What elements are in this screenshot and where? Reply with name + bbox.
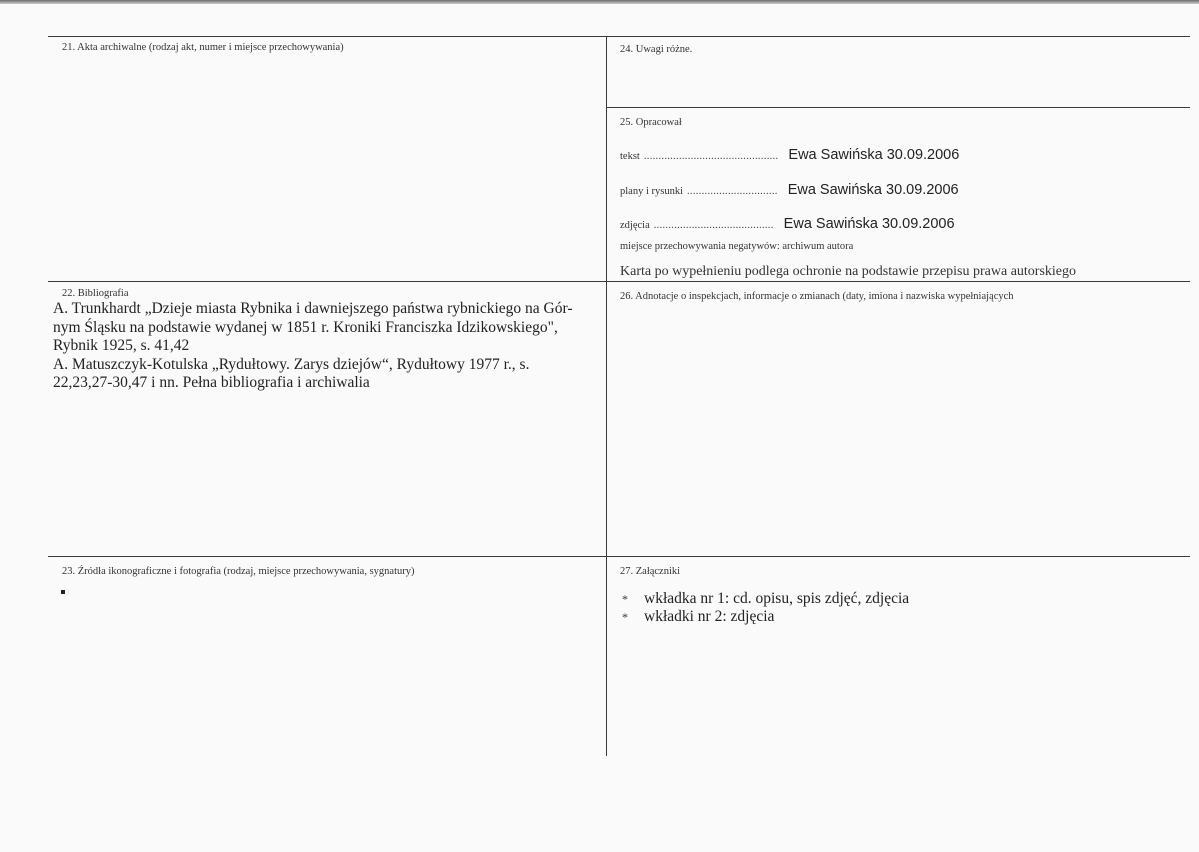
dotted-leader: .............................................. [643, 151, 779, 162]
bibliography-line: 22,23,27-30,47 i nn. Pełna bibliografia i archiwalia [53, 374, 370, 391]
author-signature: Ewa Sawińska 30.09.2006 [783, 216, 955, 232]
bibliography-line: A. Matuszczyk-Kotulska „Rydułtowy. Zarys dziejów“, Rydułtowy 1977 r., s. [53, 355, 530, 373]
copyright-notice: Karta po wypełnieniu podlega ochronie na podstawie przepisu prawa autorskiego [620, 264, 1077, 279]
top-border-line [48, 36, 1190, 37]
bibliography-text [53, 300, 573, 393]
section-26-label: 26. Adnotacje o inspekcjach, informacje o zmianach (daty, imiona i nazwiska wypełniających [620, 291, 1014, 302]
section-25-label: 25. Opracował [620, 117, 682, 128]
divider-24-25 [606, 107, 1190, 108]
section-22-label: 22. Bibliografia [62, 288, 129, 299]
list-item [622, 608, 909, 626]
section-24-label: 24. Uwagi różne. [620, 44, 693, 55]
section-23-label: 23. Źródła ikonograficzne i fotografia (rodzaj, miejsce przechowywania, sygnatury) [62, 566, 415, 577]
attachment-text: wkładki nr 2: zdjęcia [644, 608, 775, 625]
dotted-leader: ............................... [687, 186, 778, 197]
asterisk-bullet-icon: * [622, 592, 628, 606]
author-row-label: tekst [620, 151, 640, 162]
divider-right-25-26 [606, 281, 1190, 282]
dotted-leader: ......................................... [653, 220, 774, 231]
author-row-label: zdjęcia [620, 220, 650, 231]
section-21-label: 21. Akta archiwalne (rodzaj akt, numer i miejsce przechowywania) [62, 42, 344, 53]
author-signature: Ewa Sawińska 30.09.2006 [787, 182, 959, 198]
author-row-photos [620, 215, 955, 233]
author-row-plans [620, 181, 959, 199]
attachments-list [622, 590, 909, 626]
divider-row-bottom [48, 556, 1190, 557]
negatives-location: miejsce przechowywania negatywów: archiwum autora [620, 241, 854, 252]
square-bullet-icon [61, 590, 65, 594]
bibliography-line: A. Trunkhardt „Dzieje miasta Rybnika i dawniejszego państwa rybnickiego na Gór- [53, 300, 573, 317]
bibliography-line: nym Śląsku na podstawie wydanej w 1851 r. Kroniki Franciszka Idzikowskiego", [53, 318, 558, 336]
attachment-text: wkładka nr 1: cd. opisu, spis zdjęć, zdjęcia [644, 590, 910, 607]
section-27-label: 27. Załączniki [620, 566, 681, 577]
bibliography-line: Rybnik 1925, s. 41,42 [53, 337, 190, 354]
divider-left-21-22 [48, 281, 606, 282]
center-divider [606, 36, 607, 756]
author-row-text [620, 146, 959, 164]
author-signature: Ewa Sawińska 30.09.2006 [788, 147, 960, 163]
list-item [622, 590, 909, 608]
asterisk-bullet-icon: * [622, 610, 628, 624]
page-top-edge [0, 0, 1199, 4]
author-row-label: plany i rysunki [620, 186, 683, 197]
